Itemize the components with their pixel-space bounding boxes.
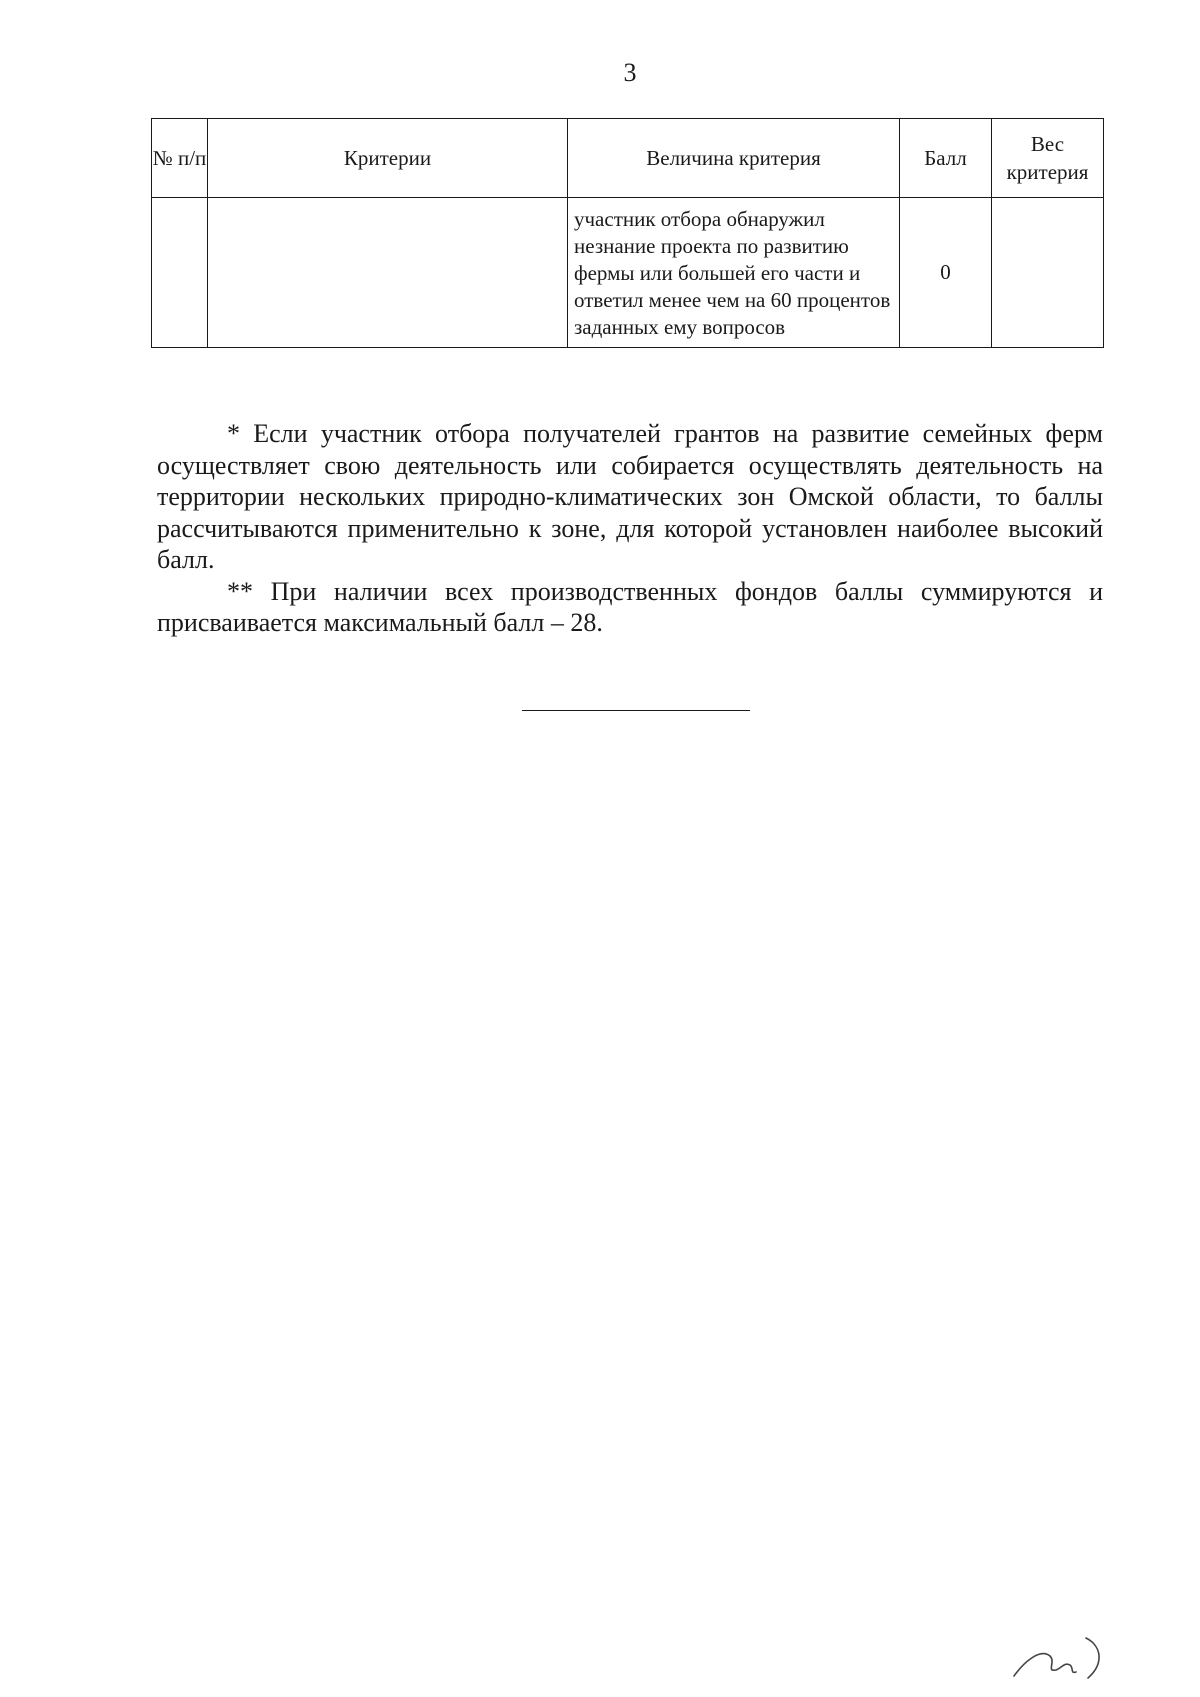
- cell-weight: [992, 198, 1104, 348]
- cell-num: [152, 198, 208, 348]
- table-header-row: [152, 119, 1104, 198]
- header-value: Величина критерия: [568, 119, 900, 198]
- cell-value: участник отбора обнаружил незнание проекта по развитию фермы или большей его части и ответил менее чем на 60 процентов заданных ему вопросов: [568, 198, 900, 348]
- footnote-2: ** При наличии всех производственных фондов баллы суммируются и присваивается максимальный балл – 28.: [157, 576, 1103, 637]
- end-divider: [522, 710, 750, 711]
- footnotes: [157, 418, 1103, 639]
- criteria-table: [151, 118, 1104, 348]
- page-number: 3: [623, 58, 637, 87]
- header-criteria: Критерии: [208, 119, 568, 198]
- header-score: Балл: [900, 119, 992, 198]
- header-weight: Вес критерия: [992, 119, 1104, 198]
- cell-score: 0: [900, 198, 992, 348]
- cell-criteria: [208, 198, 568, 348]
- handwritten-initials: [1010, 1632, 1110, 1682]
- footnote-1: * Если участник отбора получателей грантов на развитие семейных ферм осуществляет свою деятельность или собирается осуществлять деятельность на территории нескольких природно-климатических зон Омской области, то баллы рассчитываются применительно к зоне, для которой установлен наиболее высокий балл.: [157, 419, 1103, 574]
- table-row: [152, 198, 1104, 348]
- header-num: № п/п: [152, 119, 208, 198]
